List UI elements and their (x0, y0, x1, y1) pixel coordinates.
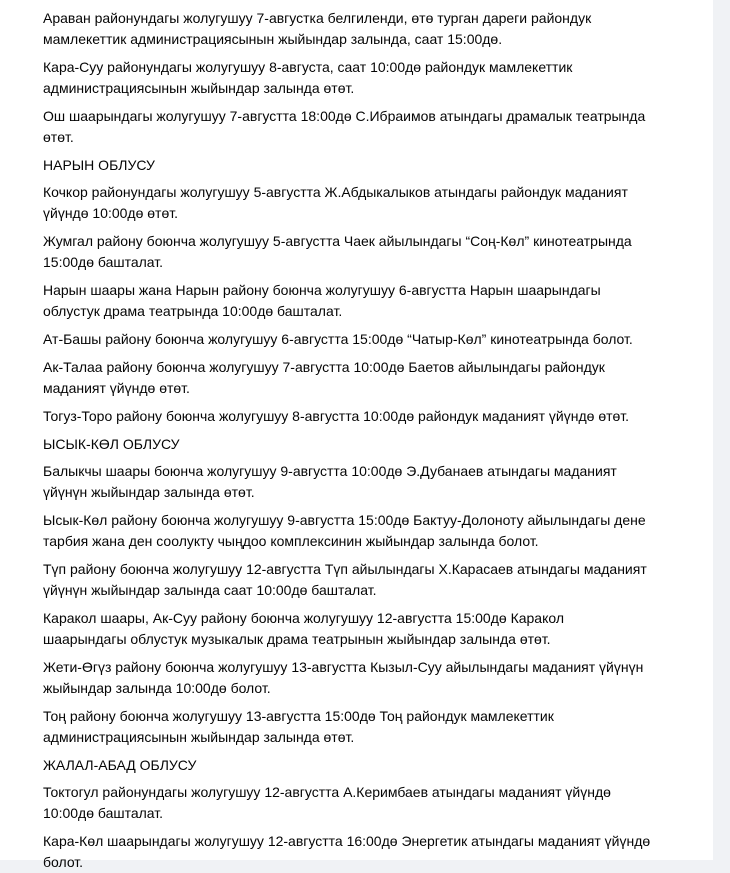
announcement-paragraph (43, 706, 703, 748)
announcement-paragraph (43, 782, 703, 824)
announcement-paragraph (43, 657, 703, 699)
text-line: үйүнүн жыйындар залында саат 10:00дө башталат. (43, 582, 377, 598)
text-line: ЖАЛАЛ-АБАД ОБЛУСУ (43, 757, 197, 773)
text-line: Нарын шаары жана Нарын району боюнча жолугушуу 6-августта Нарын шаарындагы (43, 282, 601, 298)
text-line: мамлекеттик администрациясынын жыйындар залында, саат 15:00дө. (43, 31, 503, 47)
text-line: Араван районундагы жолугушуу 7-августка белгиленди, өтө турган дареги райондук (43, 10, 592, 26)
text-line: НАРЫН ОБЛУСУ (43, 157, 155, 173)
section-heading (43, 434, 713, 455)
text-line: Каракол шаары, Ак-Суу району боюнча жолугушуу 12-августта 15:00дө Каракол (43, 610, 565, 626)
section-heading (43, 755, 713, 776)
text-line: жыйындар залында 10:00дө болот. (43, 680, 271, 696)
text-line: администрациясынын жыйындар залында өтөт. (43, 80, 355, 96)
announcement-paragraph (43, 406, 703, 427)
post-body (43, 8, 713, 873)
section-heading (43, 155, 713, 176)
announcement-paragraph (43, 510, 703, 552)
text-line: Жети-Өгүз району боюнча жолугушуу 13-августта Кызыл-Суу айылындагы маданият үйүнүн (43, 659, 644, 675)
announcement-paragraph (43, 608, 703, 650)
text-line: үйүнүн жыйындар залында өтөт. (43, 484, 255, 500)
announcement-paragraph (43, 329, 703, 350)
text-line: Ак-Талаа району боюнча жолугушуу 7-августта 10:00дө Баетов айылындагы райондук (43, 359, 605, 375)
text-line: тарбия жана ден соолукту чыңдоо комплексинин жыйындар залында болот. (43, 533, 539, 549)
text-line: шаарындагы облустук музыкалык драма театрынын жыйындар залында өтөт. (43, 631, 551, 647)
text-line: маданият үйүндө өтөт. (43, 380, 190, 396)
text-line: үйүндө 10:00дө өтөт. (43, 205, 179, 221)
text-line: Ош шаарындагы жолугушуу 7-августта 18:00дө С.Ибраимов атындагы драмалык театрында (43, 108, 646, 124)
text-line: 10:00дө башталат. (43, 805, 164, 821)
announcement-paragraph (43, 357, 703, 399)
text-line: Тоң району боюнча жолугушуу 13-августта 15:00дө Тоң райондук мамлекеттик (43, 708, 554, 724)
announcement-paragraph (43, 57, 703, 99)
text-line: Жумгал району боюнча жолугушуу 5-августта Чаек айылындагы “Соң-Көл” кинотеатрында (43, 233, 632, 249)
text-line: Кочкор районундагы жолугушуу 5-августта Ж.Абдыкалыков атындагы райондук маданият (43, 184, 628, 200)
text-line: Кара-Көл шаарындагы жолугушуу 12-августта 16:00дө Энергетик атындагы маданият үйүндө (43, 833, 651, 849)
text-line: администрациясынын жыйындар залында өтөт. (43, 729, 355, 745)
text-line: Ат-Башы району боюнча жолугушуу 6-августта 15:00дө “Чатыр-Көл” кинотеатрында болот. (43, 331, 633, 347)
announcement-paragraph (43, 8, 703, 50)
announcement-paragraph (43, 231, 703, 273)
page-scroll-area[interactable] (713, 0, 730, 860)
text-line: Токтогул районундагы жолугушуу 12-августта А.Керимбаев атындагы маданият үйүндө (43, 784, 611, 800)
text-line: Балыкчы шаары боюнча жолугушуу 9-августта 10:00дө Э.Дубанаев атындагы маданият (43, 463, 617, 479)
text-line: өтөт. (43, 129, 74, 145)
announcement-paragraph (43, 182, 703, 224)
text-line: облустук драма театрында 10:00дө башталат. (43, 303, 343, 319)
announcement-paragraph (43, 461, 703, 503)
text-line: Кара-Суу районундагы жолугушуу 8-августа, саат 10:00дө райондук мамлекеттик (43, 59, 573, 75)
announcement-paragraph (43, 106, 703, 148)
text-line: болот. (43, 854, 84, 870)
announcement-paragraph (43, 559, 703, 601)
text-line: Түп району боюнча жолугушуу 12-августта Түп айылындагы Х.Карасаев атындагы маданият (43, 561, 647, 577)
announcement-paragraph (43, 280, 703, 322)
text-line: Ысык-Көл району боюнча жолугушуу 9-августта 15:00дө Бактуу-Долоноту айылындагы дене (43, 512, 646, 528)
text-line: 15:00дө башталат. (43, 254, 164, 270)
text-line: ЫСЫК-КӨЛ ОБЛУСУ (43, 436, 180, 452)
announcement-paragraph (43, 831, 703, 873)
text-line: Тогуз-Торо району боюнча жолугушуу 8-августта 10:00дө райондук маданият үйүндө өтөт. (43, 408, 630, 424)
